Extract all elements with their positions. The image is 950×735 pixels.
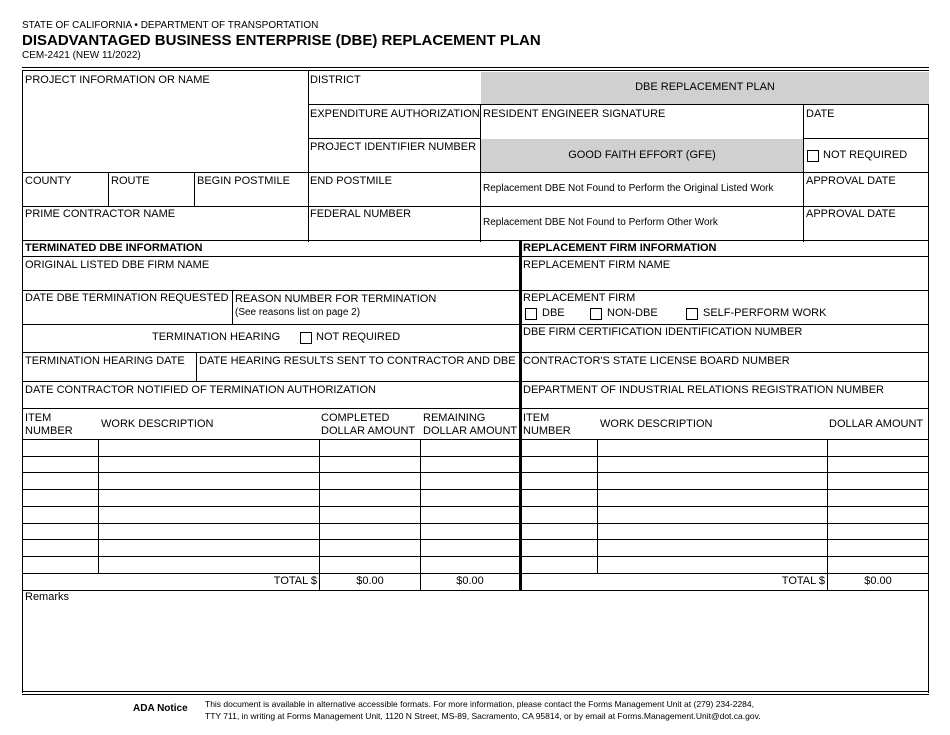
left-col-remaining-1: REMAINING bbox=[423, 412, 486, 424]
federal-number-label: FEDERAL NUMBER bbox=[310, 208, 412, 220]
remarks-label: Remarks bbox=[25, 591, 70, 603]
prime-contractor-label: PRIME CONTRACTOR NAME bbox=[25, 208, 176, 220]
left-total-label: TOTAL $ bbox=[273, 575, 317, 587]
route-label: ROUTE bbox=[111, 175, 150, 187]
firm-type-self-perform-checkbox[interactable] bbox=[686, 308, 698, 320]
project-info-label: PROJECT INFORMATION OR NAME bbox=[25, 74, 210, 86]
license-label: CONTRACTOR'S STATE LICENSE BOARD NUMBER bbox=[523, 355, 790, 367]
left-col-item-2: NUMBER bbox=[25, 425, 73, 437]
ada-notice-line-2: TTY 711, in writing at Forms Management Unit, 1120 N Street, MS-89, Sacramento, CA 95814, or by email at Forms.Management.Unit@dot.ca.gov. bbox=[205, 711, 761, 721]
district-label: DISTRICT bbox=[310, 74, 361, 86]
termination-requested-label: DATE DBE TERMINATION REQUESTED bbox=[25, 292, 229, 304]
results-sent-label: DATE HEARING RESULTS SENT TO CONTRACTOR AND DBE bbox=[199, 355, 516, 367]
right-col-item-2: NUMBER bbox=[523, 425, 571, 437]
firm-type-non-dbe-label: NON-DBE bbox=[607, 307, 658, 319]
certification-label: DBE FIRM CERTIFICATION IDENTIFICATION NUMBER bbox=[523, 326, 803, 338]
firm-type-self-perform-label: SELF-PERFORM WORK bbox=[703, 307, 827, 319]
gfe-other-work-label: Replacement DBE Not Found to Perform Other Work bbox=[483, 217, 718, 228]
left-col-work: WORK DESCRIPTION bbox=[101, 418, 214, 430]
end-postmile-label: END POSTMILE bbox=[310, 175, 392, 187]
resident-engineer-signature-field[interactable] bbox=[481, 121, 802, 137]
agency-line: STATE OF CALIFORNIA • DEPARTMENT OF TRANSPORTATION bbox=[22, 20, 319, 31]
gfe-not-required-checkbox[interactable] bbox=[807, 150, 819, 162]
approval-date-1-field[interactable] bbox=[804, 188, 928, 205]
original-firm-field[interactable] bbox=[23, 272, 519, 289]
right-col-dollar: DOLLAR AMOUNT bbox=[829, 418, 924, 430]
left-col-remaining-2: DOLLAR AMOUNT bbox=[423, 425, 518, 437]
ada-notice-line-1: This document is available in alternative accessible formats. For more information, please contact the Forms Management Unit at (279) 234-2284, bbox=[205, 699, 754, 709]
approval-date-2-field[interactable] bbox=[804, 222, 928, 239]
begin-postmile-label: BEGIN POSTMILE bbox=[197, 175, 290, 187]
firm-type-dbe-label: DBE bbox=[542, 307, 565, 319]
project-info-field[interactable] bbox=[23, 88, 307, 171]
district-field[interactable] bbox=[309, 88, 480, 103]
approval-date-1-label: APPROVAL DATE bbox=[806, 175, 896, 187]
left-total-remaining: $0.00 bbox=[456, 575, 484, 587]
signature-date-label: DATE bbox=[806, 108, 835, 120]
reason-number-label: REASON NUMBER FOR TERMINATION bbox=[235, 293, 437, 305]
dbe-replacement-plan-heading: DBE REPLACEMENT PLAN bbox=[635, 81, 775, 93]
hearing-not-required-checkbox[interactable] bbox=[300, 332, 312, 344]
termination-hearing-label: TERMINATION HEARING bbox=[152, 331, 281, 343]
header-rule-2 bbox=[22, 70, 929, 71]
remarks-field[interactable] bbox=[23, 604, 928, 691]
left-col-item-1: ITEM bbox=[25, 412, 52, 424]
left-total-completed: $0.00 bbox=[356, 575, 384, 587]
dir-registration-label: DEPARTMENT OF INDUSTRIAL RELATIONS REGISTRATION NUMBER bbox=[523, 384, 885, 396]
form-title: DISADVANTAGED BUSINESS ENTERPRISE (DBE) REPLACEMENT PLAN bbox=[22, 32, 541, 49]
prime-contractor-field[interactable] bbox=[23, 222, 307, 239]
signature-date-field[interactable] bbox=[804, 121, 928, 137]
hearing-date-label: TERMINATION HEARING DATE bbox=[25, 355, 185, 367]
form-number: CEM-2421 (NEW 11/2022) bbox=[22, 50, 141, 61]
contractor-notified-label: DATE CONTRACTOR NOTIFIED OF TERMINATION AUTHORIZATION bbox=[25, 384, 376, 396]
replacement-firm-type-label: REPLACEMENT FIRM bbox=[523, 292, 636, 304]
original-firm-label: ORIGINAL LISTED DBE FIRM NAME bbox=[25, 259, 210, 271]
firm-type-dbe-checkbox[interactable] bbox=[525, 308, 537, 320]
right-total-label: TOTAL $ bbox=[781, 575, 825, 587]
right-col-work: WORK DESCRIPTION bbox=[600, 418, 713, 430]
replacement-work-rows[interactable] bbox=[522, 440, 928, 573]
resident-engineer-signature-label: RESIDENT ENGINEER SIGNATURE bbox=[483, 108, 666, 120]
gfe-not-required-label: NOT REQUIRED bbox=[823, 149, 908, 161]
hearing-not-required-label: NOT REQUIRED bbox=[316, 331, 401, 343]
gfe-heading: GOOD FAITH EFFORT (GFE) bbox=[568, 149, 716, 161]
county-label: COUNTY bbox=[25, 175, 72, 187]
reason-note: (See reasons list on page 2) bbox=[235, 307, 361, 318]
expenditure-authorization-label: EXPENDITURE AUTHORIZATION bbox=[310, 108, 480, 120]
federal-number-field[interactable] bbox=[309, 222, 480, 239]
left-col-completed-1: COMPLETED bbox=[321, 412, 390, 424]
left-col-completed-2: DOLLAR AMOUNT bbox=[321, 425, 416, 437]
right-total-dollar: $0.00 bbox=[864, 575, 892, 587]
terminated-work-rows[interactable] bbox=[23, 440, 519, 573]
gfe-original-work-label: Replacement DBE Not Found to Perform the Original Listed Work bbox=[483, 183, 774, 194]
header-rule bbox=[22, 67, 929, 68]
replacement-firm-name-field[interactable] bbox=[522, 272, 928, 289]
project-identifier-label: PROJECT IDENTIFIER NUMBER bbox=[310, 141, 477, 153]
replacement-firm-heading: REPLACEMENT FIRM INFORMATION bbox=[523, 242, 717, 254]
replacement-firm-name-label: REPLACEMENT FIRM NAME bbox=[523, 259, 671, 271]
project-identifier-field[interactable] bbox=[309, 155, 480, 171]
right-col-item-1: ITEM bbox=[523, 412, 550, 424]
terminated-dbe-heading: TERMINATED DBE INFORMATION bbox=[25, 242, 203, 254]
approval-date-2-label: APPROVAL DATE bbox=[806, 208, 896, 220]
firm-type-non-dbe-checkbox[interactable] bbox=[590, 308, 602, 320]
expenditure-authorization-field[interactable] bbox=[309, 121, 480, 137]
ada-notice-label: ADA Notice bbox=[133, 703, 188, 714]
